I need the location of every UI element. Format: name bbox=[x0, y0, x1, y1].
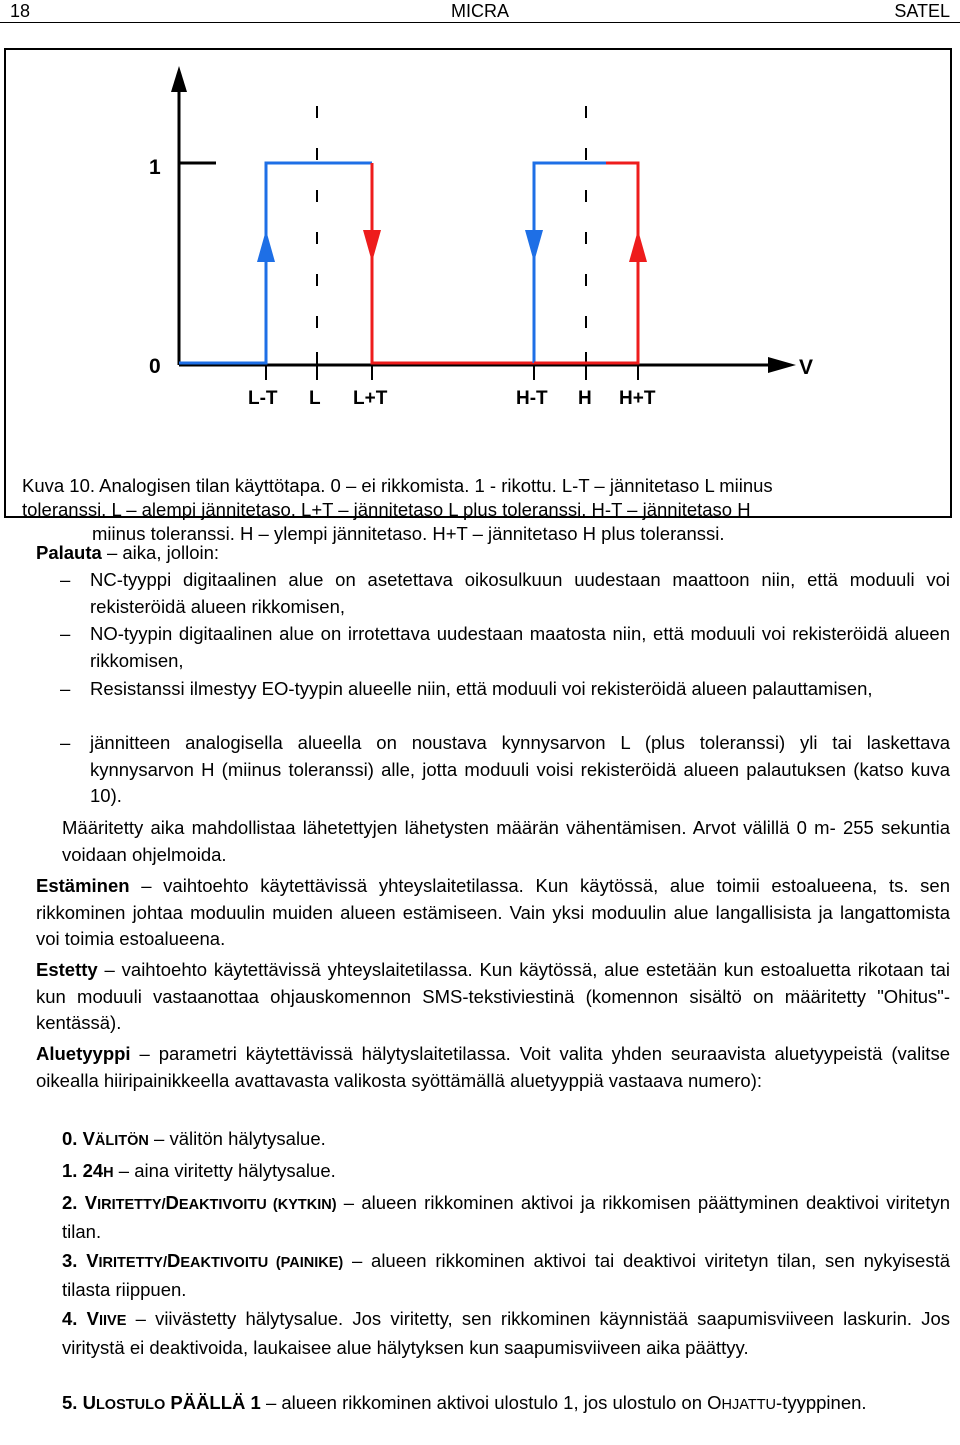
label-h-plus-t: H+T bbox=[619, 388, 656, 409]
palauta-item-2: – NO-tyypin digitaalinen alue on irrotettava uudestaan maatosta niin, että moduuli voi rekisteröidä alueen rikkomisen, bbox=[60, 623, 950, 671]
page-number: 18 bbox=[10, 1, 31, 21]
label-l-minus-t: L-T bbox=[248, 388, 278, 409]
red-path-left bbox=[372, 163, 534, 363]
label-h-minus-t: H-T bbox=[516, 388, 548, 409]
header-brand: SATEL bbox=[894, 1, 950, 21]
blue-path-left bbox=[179, 163, 372, 363]
caption-line-2: toleranssi. L – alempi jännitetaso. L+T – jännitetaso L plus toleranssi. H-T – jännitetaso H bbox=[22, 499, 751, 520]
y-label-1: 1 bbox=[149, 156, 161, 179]
zone-type-1: 1. 24H – aina viritetty hälytysalue. bbox=[62, 1160, 336, 1181]
threshold-diagram bbox=[6, 50, 950, 516]
palauta-note: Määritetty aika mahdollistaa lähetettyjen lähetysten määrän vähentämisen. Arvot välillä 0 m- 255 sekuntia voidaan ohjelmoida. bbox=[62, 817, 950, 865]
header-title: MICRA bbox=[451, 1, 509, 21]
y-label-0: 0 bbox=[149, 355, 161, 378]
estetty-text: – vaihtoehto käytettävissä yhteyslaitetilassa. Kun käytössä, alue estetään kun estoaluetta rikotaan tai kun moduuli vastaanottaa ohjauskomennon SMS-tekstiviestinä (komennon sisältö on määritetty "Ohitus"-kentässä). bbox=[36, 959, 950, 1033]
page-header bbox=[0, 0, 960, 23]
y-axis-arrow bbox=[171, 66, 187, 92]
estetty-term: Estetty bbox=[36, 959, 98, 980]
palauta-item-4: – jännitteen analogisella alueella on noustava kynnysarvon L (plus toleranssi) yli tai laskettava kynnysarvon H (miinus toleranssi) alle, jotta moduuli voisi rekisteröidä alueen palautuksen (katso kuva 10). bbox=[60, 732, 950, 806]
palauta-item-1: – NC-tyyppi digitaalinen alue on asetettava oikosulkuun uudestaan maattoon niin, että moduuli voi rekisteröidä alueen rikkomisen, bbox=[60, 569, 950, 617]
palauta-heading bbox=[36, 540, 950, 567]
x-label-v: V bbox=[799, 356, 814, 379]
estaminen-para bbox=[36, 873, 950, 953]
blue-up-arrow bbox=[257, 230, 275, 262]
estaminen-term: Estäminen bbox=[36, 875, 130, 896]
label-h: H bbox=[578, 388, 592, 409]
zone-type-3: 3. VIRITETTY/DEAKTIVOITU (PAINIKE) – alueen rikkominen aktivoi tai deaktivoi viritetyn tilan, sen nykyisestä tilasta riippuen. bbox=[62, 1250, 950, 1300]
zone-type-4: 4. VIIVE – viivästetty hälytysalue. Jos viritetty, sen rikkominen käynnistää saapumisviiveen laskurin. Jos viritystä ei deaktivoida, laukaisee alue hälytyksen kun saapumisviiveen aika päättyy. bbox=[62, 1308, 951, 1358]
red-up-arrow bbox=[629, 230, 647, 262]
aluetyyppi-term: Aluetyyppi bbox=[36, 1043, 131, 1064]
palauta-intro: – aika, jolloin: bbox=[101, 542, 220, 563]
palauta-item-3: – Resistanssi ilmestyy EO-tyypin alueelle niin, että moduuli voi rekisteröidä alueen palauttamisen, bbox=[60, 678, 873, 699]
zone-type-5: 5. ULOSTULO PÄÄLLÄ 1 – alueen rikkominen aktivoi ulostulo 1, jos ulostulo on OHJATTU-tyyppinen. bbox=[62, 1392, 867, 1413]
aluetyyppi-text: – parametri käytettävissä hälytyslaitetilassa. Voit valita yhden seuraavista aluetyypeistä (valitse oikealla hiiripainikkeella avattavasta valikosta syöttämällä aluetyyppiä vastaava numero): bbox=[36, 1043, 950, 1091]
figure-10 bbox=[4, 48, 952, 544]
caption-line-3: miinus toleranssi. H – ylempi jännitetaso. H+T – jännitetaso H plus toleranssi. bbox=[92, 523, 725, 544]
palauta-term: Palauta bbox=[36, 542, 102, 563]
label-l: L bbox=[309, 388, 321, 409]
label-l-plus-t: L+T bbox=[353, 388, 388, 409]
red-down-arrow bbox=[363, 230, 381, 262]
x-axis-arrow bbox=[768, 357, 796, 373]
aluetyyppi-para bbox=[36, 1041, 950, 1094]
caption-line-1: Kuva 10. Analogisen tilan käyttötapa. 0 – ei rikkomista. 1 - rikottu. L-T – jännitetaso L miinus bbox=[22, 475, 773, 496]
zone-type-2: 2. VIRITETTY/DEAKTIVOITU (KYTKIN) – alueen rikkominen aktivoi ja rikkomisen päättyminen deaktivoi viritetyn tilan. bbox=[62, 1192, 950, 1242]
estetty-para bbox=[36, 957, 950, 1037]
figure-caption bbox=[22, 474, 942, 546]
zone-type-0: 0. VÄLITÖN – välitön hälytysalue. bbox=[62, 1128, 326, 1149]
estaminen-text: – vaihtoehto käytettävissä yhteyslaitetilassa. Kun käytössä, alue toimii estoalueena, ts. sen rikkominen johtaa moduulin muiden alueen estämiseen. Vain yksi moduulin alue langallisista ja langattomista voi toimia estoalueena. bbox=[36, 875, 950, 949]
blue-down-arrow bbox=[525, 230, 543, 262]
